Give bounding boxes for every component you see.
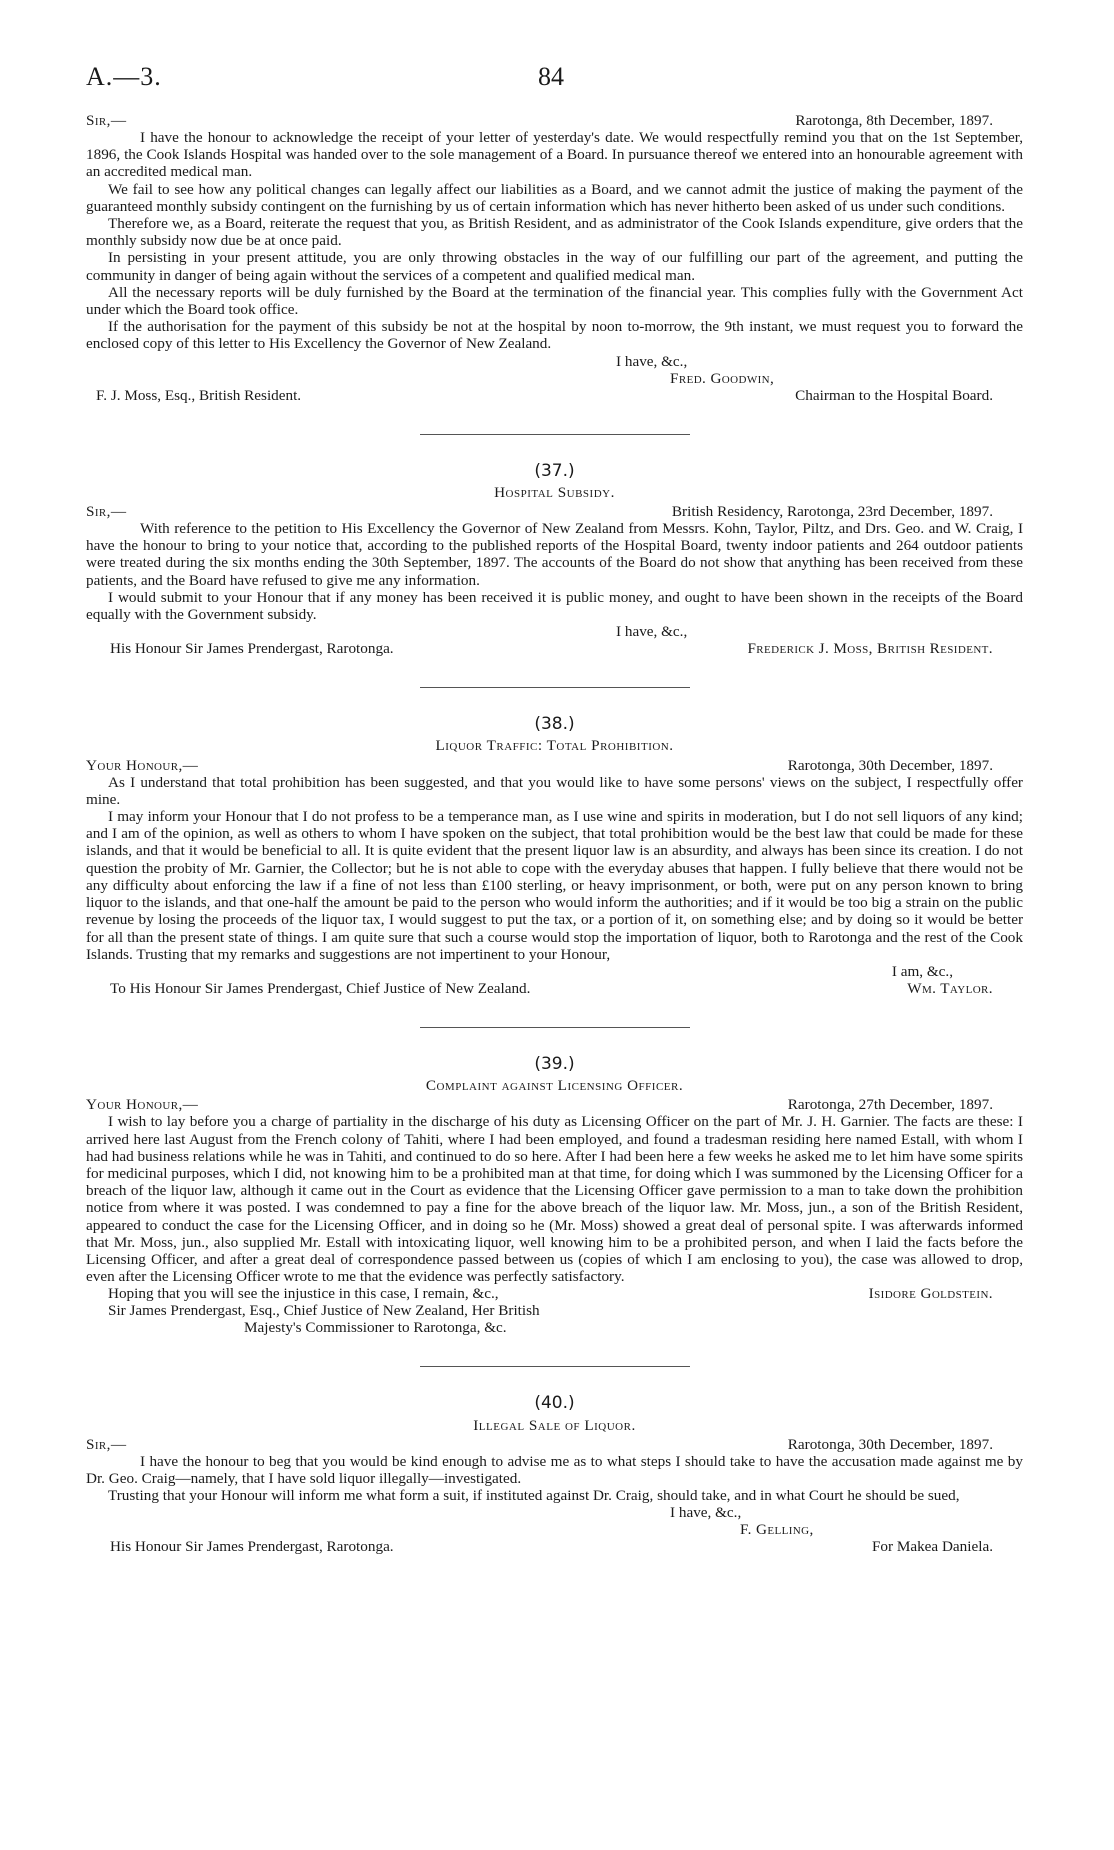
page-number: 84: [538, 62, 564, 91]
letter-licensing-complaint: [86, 1053, 1023, 1337]
letter-hospital-subsidy: [86, 460, 1023, 658]
paragraph: With reference to the petition to His Excellency the Governor of New Zealand from Messrs. Kohn, Taylor, Piltz, and Drs. Geo. and W. Craig, I have the honour to bring to your notice that, according to the published reports of the Hospital Board, twenty indoor patients and 264 outdoor patients were treated during the six months ending the 30th September, 1897. The accounts of the Board do not show that anything has been received from these patients, and the Board have refused to give me any information.: [86, 520, 1023, 589]
paragraph: All the necessary reports will be duly furnished by the Board at the termination of the financial year. This complies fully with the Government Act under which the Board took office.: [86, 283, 1023, 319]
signer-name: Wm. Taylor.: [907, 979, 993, 997]
addressee: F. J. Moss, Esq., British Resident.: [96, 386, 302, 404]
signer-name: Isidore Goldstein.: [868, 1285, 993, 1303]
closing: I have, &c.,: [670, 1504, 742, 1522]
signer-name: Frederick J. Moss, British Resident.: [747, 640, 993, 658]
letter-title: Illegal Sale of Liquor.: [473, 1416, 636, 1434]
letter-date: Rarotonga, 27th December, 1897.: [787, 1096, 993, 1114]
letter-hospital-board: [86, 112, 1023, 404]
section-divider: [420, 687, 690, 688]
letter-liquor-prohibition: [86, 716, 1023, 997]
paragraph: I have the honour to acknowledge the receipt of your letter of yesterday's date. We would respectfully remind you that on the 1st September, 1896, the Cook Islands Hospital was handed over to the sole management of a Board. In pursuance thereof we entered into an honourable agreement with an accredited medical man.: [86, 129, 1023, 181]
letter-date: British Residency, Rarotonga, 23rd December, 1897.: [671, 503, 993, 521]
letter-title: Hospital Subsidy.: [494, 483, 615, 501]
closing: I am, &c.,: [891, 962, 953, 980]
paragraph: Trusting that your Honour will inform me what form a suit, if instituted against Dr. Craig, should take, and in what Court he should be sued,: [108, 1487, 960, 1505]
paragraph: I wish to lay before you a charge of partiality in the discharge of his duty as Licensing Officer on the part of Mr. J. H. Garnier. The facts are these: I arrived here last August from the French colony of Tahiti, where I had been employed, and found a tradesman residing here named Estall, with whom I had had business relations while he was in Tahiti, and continued to do so here. After I had been here a few weeks he asked me to let him have some spirits for medicinal purposes, which I did, not knowing him to be a prohibited man at that time, for doing which I was summoned by the Licensing Officer for a breach of the liquor law, although it came out in the Court as evidence that the Licensing Officer gave permission to a man to take down the prohibition notice from where it was posted. I was condemned to pay a fine for the above breach of the liquor law. Mr. Moss, jun., a son of the British Resident, appeared to conduct the case for the Licensing Officer, and in doing so he (Mr. Moss) showed a great deal of personal spite. I was afterwards informed that Mr. Moss, jun., also supplied Mr. Estall with intoxicating liquor, well knowing him to be a prohibited person, and when I laid the facts before the Licensing Officer, and after a great deal of correspondence passed between us (copies of which I am enclosing to you), the case was allowed to drop, even after the Licensing Officer wrote to me that the evidence was perfectly satisfactory.: [86, 1113, 1023, 1286]
closing: I have, &c.,: [616, 352, 688, 370]
signer-name: F. Gelling,: [740, 1521, 814, 1539]
addressee: His Honour Sir James Prendergast, Rarotonga.: [110, 1538, 394, 1556]
paragraph: I may inform your Honour that I do not profess to be a temperance man, as I use wine and spirits in moderation, but I do not sell liquors of any kind; and I am of the opinion, as well as others to whom I have spoken on the subject, that total prohibition would be the best law that could be made for these islands, and that it would be beneficial to all. It is quite evident that the present liquor law is an absurdity, and always has been since its creation. I do not question the probity of Mr. Garnier, the Collector; but he is not able to cope with the everyday abuses that happen. I fully believe that there would not be any difficulty about enforcing the law if a fine of not less than £100 sterling, or heavy imprisonment, or both, were put on any person known to bring liquor to the islands, and that one-half the amount be paid to the person who would inform the authorities; and if it would be too big a strain on the public revenue by losing the proceeds of the liquor tax, I would suggest to put the tax, or a portion of it, on something else; and by doing so it would be better for all than the present state of things. I am quite sure that such a course would stop the importation of liquor, both to Rarotonga and the rest of the Cook Islands. Trusting that my remarks and suggestions are not impertinent to your Honour,: [86, 808, 1023, 963]
paragraph: We fail to see how any political changes can legally affect our liabilities as a Board, and we cannot admit the justice of making the payment of the guaranteed monthly subsidy contingent on the furnishing by us of certain information which has never hitherto been asked of us under such conditions.: [86, 180, 1023, 215]
signer-name: Fred. Goodwin,: [670, 369, 775, 387]
paragraph: Therefore we, as a Board, reiterate the request that you, as British Resident, and as administrator of the Cook Islands expenditure, give orders that the monthly subsidy now due be at once paid.: [86, 215, 1023, 250]
salutation: Sir,—: [86, 112, 127, 129]
letter-header-row: [86, 112, 1023, 129]
section-divider: [420, 434, 690, 435]
paragraph: In persisting in your present attitude, you are only throwing obstacles in the way of our fulfilling our part of the agreement, and putting the community in danger of being again without the services of a competent and qualified medical man.: [86, 249, 1023, 284]
letter-title: Complaint against Licensing Officer.: [425, 1077, 684, 1095]
letter-date: Rarotonga, 30th December, 1897.: [787, 756, 993, 774]
letter-date: Rarotonga, 30th December, 1897.: [787, 1435, 993, 1453]
salutation: Your Honour,—: [86, 1096, 199, 1114]
document-reference: A.—3.: [86, 62, 162, 91]
paragraph: If the authorisation for the payment of this subsidy be not at the hospital by noon to-morrow, the 9th instant, we must request you to forward the enclosed copy of this letter to His Excellency the Governor of New Zealand.: [86, 318, 1023, 353]
salutation: Your Honour,—: [86, 756, 199, 774]
signer-title: Chairman to the Hospital Board.: [795, 386, 993, 404]
letter-date: Rarotonga, 8th December, 1897.: [795, 112, 993, 129]
letter-number: (38.): [534, 714, 575, 735]
document-body: [86, 112, 1023, 1555]
salutation: Sir,—: [86, 1435, 127, 1453]
letter-title: Liquor Traffic: Total Prohibition.: [435, 737, 674, 755]
addressee: Sir James Prendergast, Esq., Chief Justice of New Zealand, Her British: [108, 1302, 540, 1320]
closing: Hoping that you will see the injustice in this case, I remain, &c.,: [108, 1285, 499, 1303]
letter-number: (37.): [534, 460, 575, 481]
signer-title: For Makea Daniela.: [871, 1538, 993, 1556]
addressee: To His Honour Sir James Prendergast, Chief Justice of New Zealand.: [110, 979, 531, 997]
letter-illegal-sale: [86, 1395, 1023, 1555]
closing: I have, &c.,: [616, 623, 688, 641]
addressee: His Honour Sir James Prendergast, Rarotonga.: [110, 640, 394, 658]
section-divider: [420, 1027, 690, 1028]
section-divider: [420, 1366, 690, 1367]
addressee-continued: Majesty's Commissioner to Rarotonga, &c.: [244, 1319, 507, 1337]
paragraph: As I understand that total prohibition has been suggested, and that you would like to have some persons' views on the subject, I respectfully offer mine.: [86, 773, 1023, 808]
paragraph: I would submit to your Honour that if any money has been received it is public money, and ought to have been shown in the receipts of the Board equally with the Government subsidy.: [86, 588, 1023, 624]
paragraph: I have the honour to beg that you would be kind enough to advise me as to what steps I should take to have the accusation made against me by Dr. Geo. Craig—namely, that I have sold liquor illegally—investigated.: [86, 1452, 1023, 1487]
letter-number: (40.): [534, 1393, 575, 1414]
salutation: Sir,—: [86, 503, 127, 521]
letter-number: (39.): [534, 1053, 575, 1074]
